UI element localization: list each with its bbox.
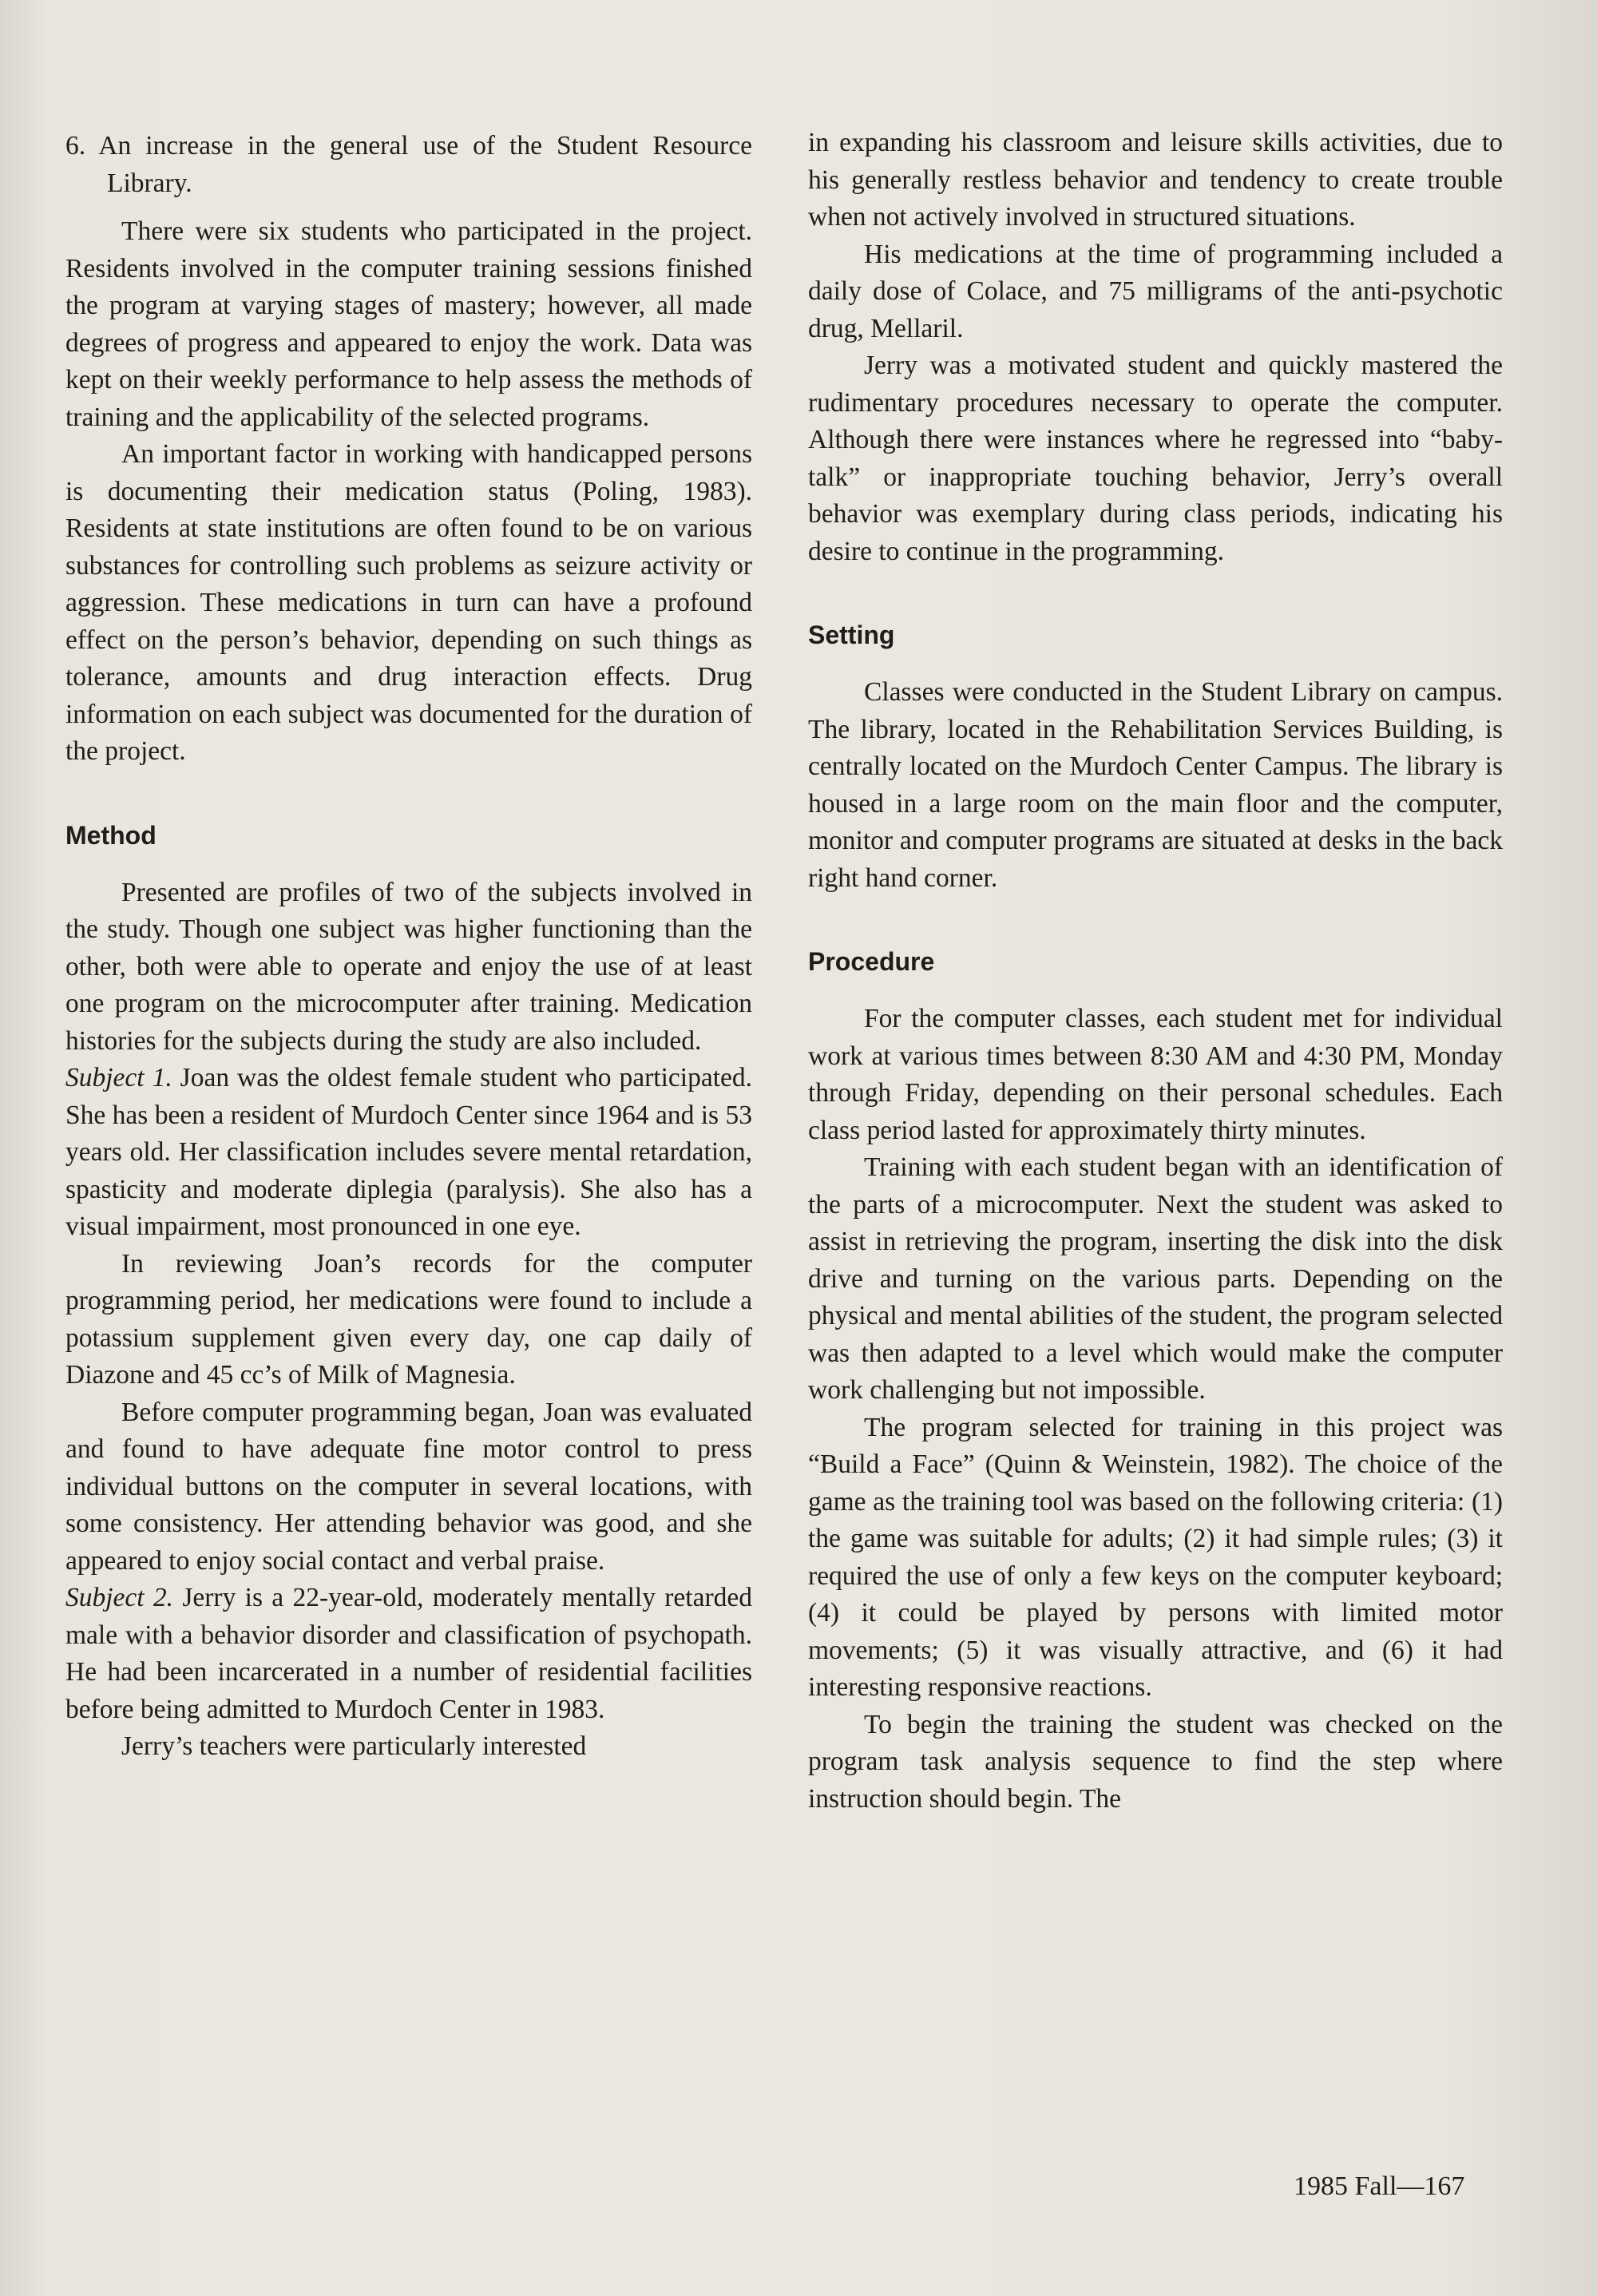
paragraph-jerry-teachers: Jerry’s teachers were particularly interested bbox=[121, 1731, 587, 1761]
paragraph-participants: There were six students who participated in the project. Residents involved in the computer training sessions finished the program at varying stages of mastery; however, all made degrees of progress and appeared to enjoy the work. Data was kept on their weekly performance to help assess the methods of training and the applicability of the selected programs. bbox=[65, 216, 752, 432]
paragraph-jerry-skills: in expanding his classroom and leisure skills activities, due to his generally restless behavior and tendency to create trouble when not actively involved in structured situations. bbox=[808, 128, 1503, 232]
paragraph-class-times: For the computer classes, each student met for individual work at various times between 8:30 AM and 4:30 PM, Monday through Friday, depending on their personal schedules. Each class period lasted for approximately thirty minutes. bbox=[808, 1004, 1503, 1145]
paragraph-setting: Classes were conducted in the Student Library on campus. The library, located in the Rehabilitation Services Building, is centrally located on the Murdoch Center Campus. The library is housed in a large room on the main floor and the computer, monitor and computer programs are situated at desks in the back right hand corner. bbox=[808, 677, 1503, 893]
paragraph-joan-medications: In reviewing Joan’s records for the computer programming period, her medications were found to include a potassium supplement given every day, one cap daily of Diazone and 45 cc’s of Milk of Magnesia. bbox=[65, 1248, 752, 1390]
right-column bbox=[808, 125, 1503, 1818]
method-heading: Method bbox=[65, 820, 157, 850]
left-column bbox=[65, 128, 752, 1766]
paragraph-profiles: Presented are profiles of two of the subjects involved in the study. Though one subject was higher functioning than the other, both were able to operate and enjoy the use of at least one program on the microcomputer after training. Medication histories for the subjects during the study are also included. bbox=[65, 877, 752, 1056]
subject-1-label: Subject 1. bbox=[65, 1063, 172, 1092]
paragraph-medication-status: An important factor in working with handicapped persons is documenting their medication status (Poling, 1983). Residents at state institutions are often found to be on various substances for controlling such problems as seizure activity or aggression. These medications in turn can have a profound effect on the person’s behavior, depending on such things as tolerance, amounts and drug interaction effects. Drug information on each subject was documented for the duration of the project. bbox=[65, 439, 752, 766]
subject-1-text: Joan was the oldest female student who participated. She has been a resident of Murdoch Center since 1964 and is 53 years old. Her classification includes severe mental retardation, spasticity and moderate diplegia (paralysis). She also has a visual impairment, most pronounced in one eye. bbox=[65, 1063, 752, 1241]
paragraph-jerry-medications: His medications at the time of programming included a daily dose of Colace, and 75 milligrams of the anti-psychotic drug, Mellaril. bbox=[808, 239, 1503, 343]
paragraph-subject-2 bbox=[65, 1580, 752, 1728]
paragraph-program-selection: The program selected for training in this project was “Build a Face” (Quinn & Weinstein, 1982). The choice of the game as the training tool was based on the following criteria: (1) the game was suitable for adults; (2) it had simple rules; (3) it required the use of only a few keys on the computer keyboard; (4) it could be played by persons with limited motor movements; (5) it was visually attractive, and (6) it had interesting responsive reactions. bbox=[808, 1412, 1503, 1702]
paragraph-task-analysis: To begin the training the student was checked on the program task analysis sequence to find the step where instruction should begin. The bbox=[808, 1709, 1503, 1814]
page-footer: 1985 Fall—167 bbox=[1294, 2171, 1465, 2201]
subject-2-text: Jerry is a 22-year-old, moderately mentally retarded male with a behavior disorder and classification of psychopath. He had been incarcerated in a number of residential facilities before being admitted to Murdoch Center in 1983. bbox=[65, 1583, 752, 1724]
paragraph-jerry-progress: Jerry was a motivated student and quickly mastered the rudimentary procedures necessary to operate the computer. Although there were instances where he regressed into “baby-talk” or inappropriate touching behavior, Jerry’s overall behavior was exemplary during class periods, indicating his desire to continue in the programming. bbox=[808, 351, 1503, 566]
list-item-6: 6. An increase in the general use of the Student Resource Library. bbox=[65, 131, 752, 198]
setting-heading: Setting bbox=[808, 621, 895, 649]
paragraph-training: Training with each student began with an identification of the parts of a microcomputer. Next the student was asked to assist in retrieving the program, inserting the disk into the disk drive and turning on the various parts. Depending on the physical and mental abilities of the student, the program selected was then adapted to a level which would make the computer work challenging but not impossible. bbox=[808, 1152, 1503, 1405]
procedure-heading: Procedure bbox=[808, 947, 935, 976]
paragraph-joan-evaluation: Before computer programming began, Joan was evaluated and found to have adequate fine motor control to press individual buttons on the computer in several locations, with some consistency. Her attending behavior was good, and she appeared to enjoy social contact and verbal praise. bbox=[65, 1397, 752, 1576]
subject-2-label: Subject 2. bbox=[65, 1583, 174, 1612]
paragraph-subject-1 bbox=[65, 1060, 752, 1246]
